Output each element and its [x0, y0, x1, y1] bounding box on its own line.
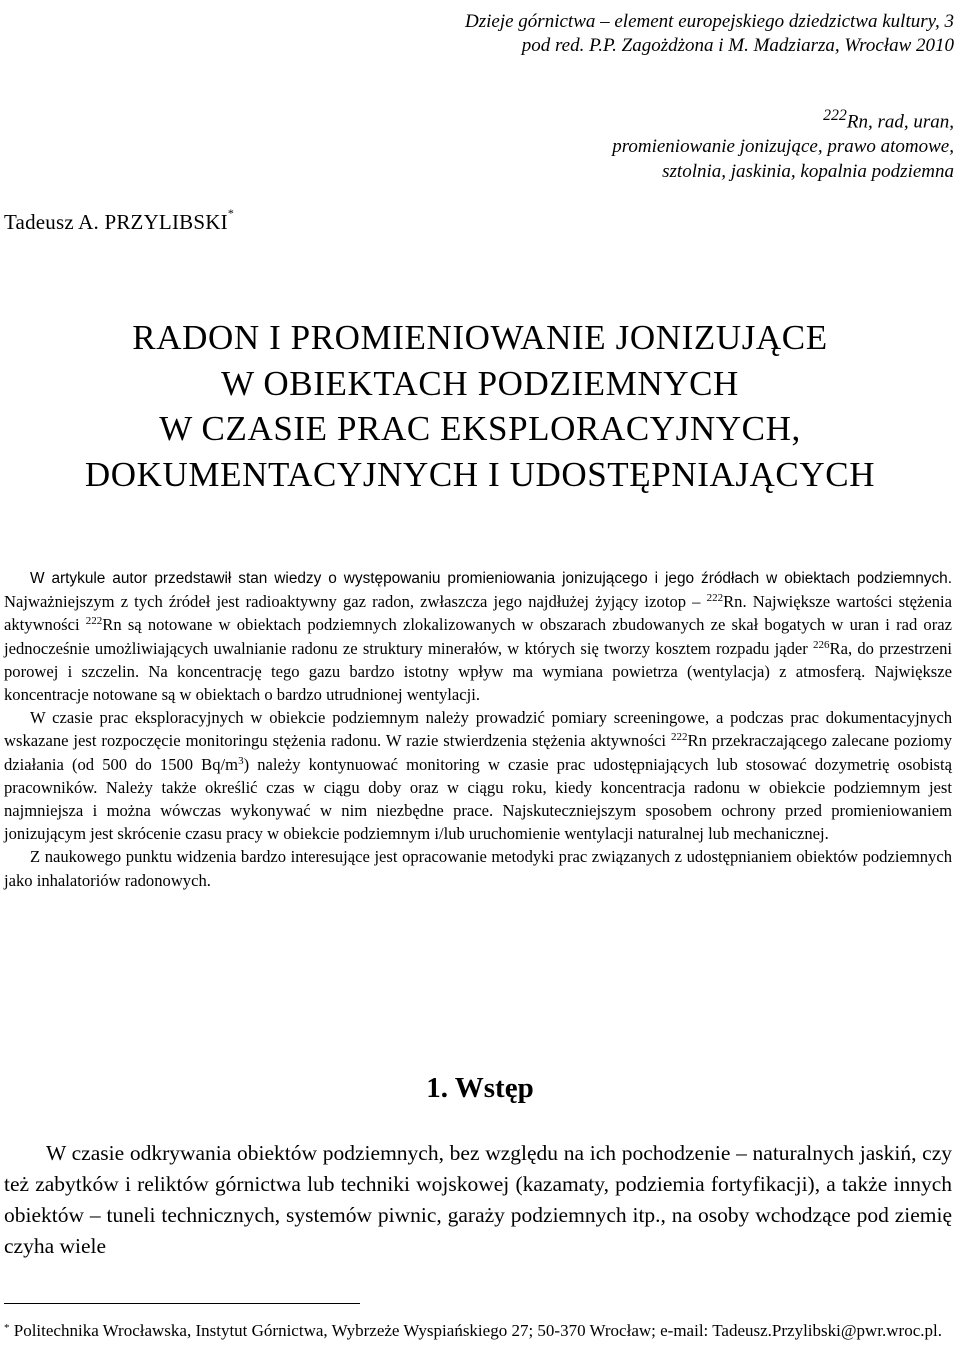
footnote-text: Politechnika Wrocławska, Instytut Górnictwa, Wybrzeże Wyspiańskiego 27; 50-370 Wrocław; e-mail: Tadeusz.Przylibski@pwr.wroc.pl. [9, 1321, 942, 1340]
footnote [4, 1319, 952, 1343]
publication-source [334, 10, 954, 58]
abstract [4, 566, 952, 892]
title-line-3: W CZASIE PRAC EKSPLORACYJNYCH, [159, 409, 801, 448]
keywords-line-1-text: Rn, rad, uran, [846, 111, 954, 133]
source-line-2: pod red. P.P. Zagożdżona i M. Madziarza, Wrocław 2010 [521, 35, 954, 56]
author-name: Tadeusz A. PRZYLIBSKI [4, 210, 228, 234]
source-line-1: Dzieje górnictwa – element europejskiego dziedzictwa kultury, 3 [465, 11, 954, 32]
keywords-line-3: sztolnia, jaskinia, kopalnia podziemna [662, 161, 954, 183]
abstract-paragraph-3: Z naukowego punktu widzenia bardzo interesujące jest opracowanie metodyki prac związanych z udostępnianiem obiektów podziemnych jako inhalatoriów radonowych. [4, 847, 952, 890]
section-body [4, 1138, 952, 1262]
footnote-mark: * [4, 1322, 10, 1334]
isotope-mass: 222 [85, 615, 103, 628]
keywords-line-2: promieniowanie jonizujące, prawo atomowe, [612, 136, 954, 158]
abstract-paragraph-1 [4, 566, 952, 706]
isotope-mass: 222 [706, 592, 724, 605]
title-line-1: RADON I PROMIENIOWANIE JONIZUJĄCE [132, 318, 828, 357]
keywords-isotope-mass: 222 [823, 107, 847, 124]
abstract-p1-part-e: Ra, do przestrzeni porowej i szczelin. Na koncentrację tego gazu bardzo istotny wpływ ma wymiana powietrza (wentylacja) z atmosferą. Największe koncentracje notowane są w obiektach o bardzo utrudnionej wentylacji. [4, 638, 952, 705]
footnote-separator [4, 1303, 360, 1304]
abstract-p2-part-a: W czasie prac eksploracyjnych w obiekcie podziemnym należy prowadzić pomiary screeningowe, a podczas prac dokumentacyjnych wskazane jest rozpoczęcie monitoringu stężenia radonu. W razie stwierdzenia stężenia aktywności [4, 708, 952, 751]
title-line-4: DOKUMENTACYJNYCH I UDOSTĘPNIAJĄCYCH [84, 454, 876, 494]
body-paragraph-1: W czasie odkrywania obiektów podziemnych, bez względu na ich pochodzenie – naturalnych jaskiń, czy też zabytków i reliktów górnictwa lub techniki wojskowej (kazamaty, podziemia fortyfikacji), a także innych obiektów – tuneli technicznych, systemów piwnic, garaży podziemnych itp., na osoby wchodzące pod ziemię czyha wiele [4, 1141, 952, 1258]
keywords-line-1 [394, 103, 954, 134]
section-heading: 1. Wstęp [426, 1072, 534, 1104]
author-footnote-mark: * [227, 206, 235, 220]
paper-title [0, 315, 960, 497]
abstract-p1-part-d: Rn są notowane w obiektach podziemnych zlokalizowanych w obszarach zbudowanych ze skał bogatych w uran i rad oraz jednocześnie umożliwiających uwalnianie radonu ze struktury minerałów, w których się tworzy kosztem rozpadu jąder [4, 615, 952, 658]
abstract-paragraph-2 [4, 706, 952, 845]
author [4, 206, 235, 235]
abstract-p1-part-b: Najważniejszym z tych źródeł jest radioaktywny gaz radon, zwłaszcza jego najdłużej żyjący izotop – [4, 592, 707, 612]
keywords [394, 103, 954, 184]
abstract-p2-part-b: Rn przekraczającego zalecane poziomy działania (od 500 do 1500 Bq/m [4, 731, 952, 774]
isotope-mass: 222 [671, 731, 688, 744]
abstract-p2-part-c: ) należy kontynuować monitoring w czasie prac udostępniających lub stosować dozymetrię osobistą pracowników. Należy także określić czas w ciągu doby oraz w ciągu roku, kiedy koncentracja radonu w obiekcie podziemnym jest najmniejsza i można wówczas wykonywać w nim niezbędne prace. Najskuteczniejszym sposobem ochrony przed promieniowaniem jonizującym jest skrócenie czasu pracy w obiekcie podziemnym i/lub uruchomienie wentylacji naturalnej lub mechanicznej. [4, 754, 952, 844]
abstract-p1-part-c: Rn. Największe wartości stężenia aktywności [4, 592, 952, 635]
isotope-mass: 226 [813, 638, 830, 651]
unit-exponent: 3 [238, 754, 244, 767]
abstract-p1-part-a: W artykule autor przedstawił stan wiedzy o występowaniu promieniowania jonizującego i jego źródłach w obiektach podziemnych. [30, 570, 952, 587]
title-line-2: W OBIEKTACH PODZIEMNYCH [221, 363, 739, 403]
